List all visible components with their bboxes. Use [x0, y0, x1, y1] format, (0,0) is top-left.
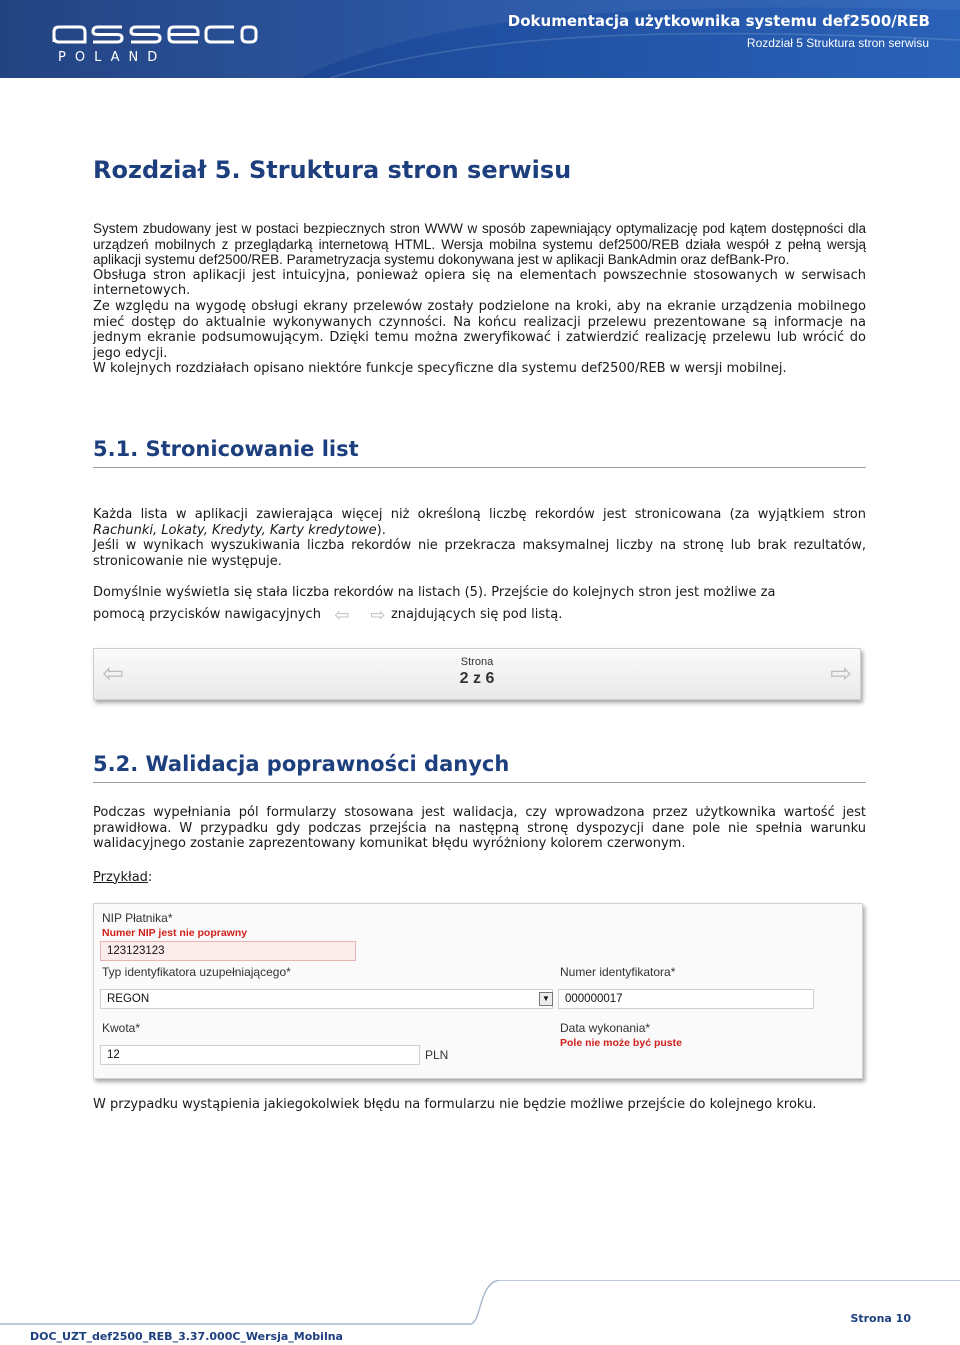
text-span: :	[147, 869, 153, 885]
validation-paragraph: W przypadku wystąpienia jakiegokolwiek błędu na formularzu nie będzie możliwe przejście do kolejnego kroku.	[93, 1097, 817, 1112]
section2-text	[93, 805, 866, 885]
footer-document-id: DOC_UZT_def2500_REB_3.37.000C_Wersja_Mobilna	[30, 1330, 343, 1343]
italic-text: Rachunki, Lokaty, Kredyty, Karty kredytowe	[93, 522, 377, 538]
arrow-left-icon: ⇦	[334, 604, 350, 626]
amount-label: Kwota*	[102, 1021, 141, 1035]
chapter-intro	[93, 221, 866, 377]
example-label-text: Przykład	[93, 869, 148, 885]
footer-page-number: Strona 10	[850, 1312, 911, 1325]
id-type-select[interactable]: REGON	[100, 989, 553, 1009]
pagination-paragraph	[93, 604, 866, 626]
chevron-down-icon[interactable]: ▼	[539, 992, 553, 1006]
logo-mark	[50, 22, 260, 46]
chapter-subtitle: Rozdział 5 Struktura stron serwisu	[746, 36, 929, 50]
intro-paragraph: Ze względu na wygodę obsługi ekrany przelewów zostały podzielone na kroki, aby na ekranie urządzenia mobilnego mieć dostęp do aktualnie wykonywanych czynności. Na końcu realizacji przelewu prezentowane są informacje na jednym ekranie podsumowującym. Dzięki temu można zweryfikować i zatwierdzić realizację przelewu lub wrócić do jego edycji.	[93, 298, 866, 361]
page-header	[0, 0, 960, 78]
text-span: pomocą przycisków nawigacyjnych	[93, 606, 321, 622]
pagination-paragraph: Jeśli w wynikach wyszukiwania liczba rekordów nie przekracza maksymalnej liczby na stronę lub brak rezultatów, stronicowanie nie występuje.	[93, 538, 866, 569]
nip-error-message: Numer NIP jest nie poprawny	[102, 927, 248, 939]
id-type-label: Typ identyfikatora uzupełniającego*	[102, 965, 291, 979]
nip-input[interactable]: 123123123	[100, 941, 356, 961]
section2-closing	[93, 1097, 866, 1113]
arrow-right-icon: ⇨	[370, 604, 386, 626]
pagination-value: 2 z 6	[459, 670, 495, 687]
id-number-input[interactable]: 000000017	[558, 989, 814, 1009]
text-span: Każda lista w aplikacji zawierająca więcej niż określoną liczbę rekordów jest stronicowana (za wyjątkiem stron	[93, 507, 866, 522]
text-span: znajdujących się pod listą.	[390, 606, 563, 622]
section-title-validation: 5.2. Walidacja poprawności danych	[93, 752, 866, 783]
section-title-pagination: 5.1. Stronicowanie list	[93, 437, 866, 468]
intro-paragraph: Obsługa stron aplikacji jest intuicyjna, ponieważ opiera się na elementach powszechnie stosowanych w serwisach internetowych.	[93, 267, 866, 299]
footer-swoosh-line	[0, 1280, 960, 1330]
currency-label: PLN	[425, 1048, 449, 1062]
arrow-left-icon[interactable]: ⇦	[102, 659, 124, 689]
example-label	[93, 870, 866, 886]
chapter-title: Rozdział 5. Struktura stron serwisu	[93, 156, 572, 184]
validation-form-example	[93, 903, 863, 1079]
intro-paragraph: W kolejnych rozdziałach opisano niektóre funkcje specyficzne dla systemu def2500/REB w wersji mobilnej.	[93, 361, 787, 377]
date-error-message: Pole nie może być puste	[560, 1037, 682, 1049]
intro-paragraph: System zbudowany jest w postaci bezpiecznych stron WWW w sposób zapewniający optymalizację pod kątem dostępności dla urządzeń mobilnych z przeglądarką internetową HTML. Wersja mobilna systemu def2500/REB działa wespół z pełną wersją aplikacji systemu def2500/REB. Parametryzacja systemu dokonywana jest w aplikacji BankAdmin oraz defBank-Pro.	[93, 221, 866, 268]
text-span: ).	[376, 522, 386, 538]
amount-input[interactable]: 12	[100, 1045, 420, 1065]
arrow-right-icon[interactable]: ⇨	[830, 659, 852, 689]
date-label: Data wykonania*	[560, 1021, 651, 1035]
document-title: Dokumentacja użytkownika systemu def2500/REB	[507, 12, 930, 30]
pagination-paragraph	[93, 507, 866, 538]
validation-paragraph: Podczas wypełniania pól formularzy stosowana jest walidacja, czy wprowadzona przez użytkownika wartość jest prawidłowa. W przypadku gdy podczas przejścia na następną stronę dyspozycji dane pole nie spełnia warunku walidacyjnego zostanie zaprezentowany komunikat błędu wyróżniony kolorem czerwonym.	[93, 805, 866, 852]
logo-subtext: POLAND	[58, 50, 167, 65]
id-number-label: Numer identyfikatora*	[560, 965, 676, 979]
section1-text	[93, 507, 866, 625]
pagination-paragraph: Domyślnie wyświetla się stała liczba rekordów na listach (5). Przejście do kolejnych stron jest możliwe za	[93, 585, 776, 601]
pagination-label: Strona	[460, 656, 494, 668]
pagination-bar	[93, 648, 861, 700]
nip-label: NIP Płatnika*	[102, 911, 173, 925]
